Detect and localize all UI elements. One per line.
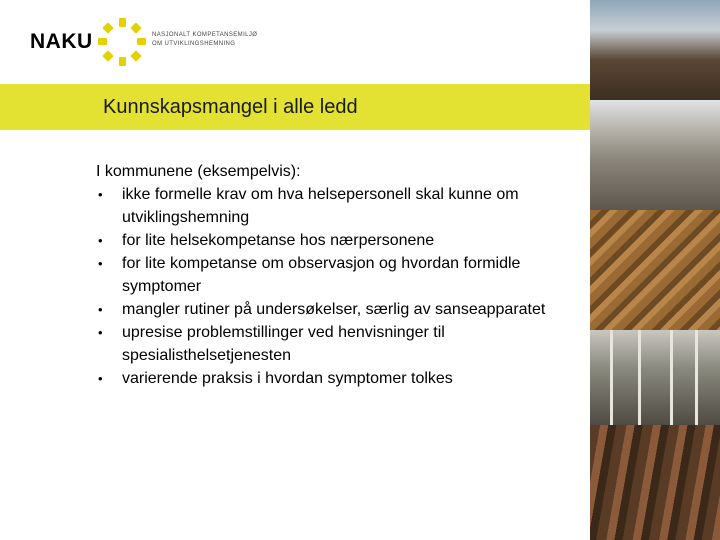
bullet-marker: • bbox=[98, 371, 103, 386]
bullet-list bbox=[96, 183, 566, 390]
bullet-text: ikke formelle krav om hva helsepersonell skal kunne om utviklingshemning bbox=[122, 186, 519, 226]
intro-text: I kommunene (eksempelvis): bbox=[96, 163, 301, 180]
bullet-marker: • bbox=[98, 302, 103, 317]
bullet-text: varierende praksis i hvordan symptomer tolkes bbox=[122, 370, 453, 387]
slide-body bbox=[96, 160, 566, 390]
sun-flower-icon bbox=[96, 16, 148, 68]
naku-logo bbox=[30, 16, 270, 68]
bullet-text: for lite helsekompetanse hos nærpersonene bbox=[122, 232, 435, 249]
logo-subtitle bbox=[152, 31, 257, 49]
bullet-marker: • bbox=[98, 233, 103, 248]
bullet-item bbox=[96, 229, 566, 252]
bullet-marker: • bbox=[98, 187, 103, 202]
bullet-item bbox=[96, 321, 566, 367]
bullet-item bbox=[96, 252, 566, 298]
photo-collage bbox=[590, 0, 720, 540]
bullet-text: mangler rutiner på undersøkelser, særlig av sanseapparatet bbox=[122, 301, 546, 318]
slide-title: Kunnskapsmangel i alle ledd bbox=[103, 96, 358, 118]
photo-wooden-houses bbox=[590, 0, 720, 100]
bullet-item bbox=[96, 367, 566, 390]
logo-wordmark: NAKU bbox=[30, 30, 93, 53]
photo-birch-forest bbox=[590, 330, 720, 425]
bullet-text: for lite kompetanse om observasjon og hvordan formidle symptomer bbox=[122, 255, 521, 295]
bullet-marker: • bbox=[98, 256, 103, 271]
photo-timber-logs bbox=[590, 425, 720, 540]
bullet-text: upresise problemstillinger ved henvisninger til spesialisthelsetjenesten bbox=[122, 324, 445, 364]
title-bar bbox=[0, 84, 590, 130]
bullet-item bbox=[96, 298, 566, 321]
photo-wooden-door bbox=[590, 210, 720, 330]
logo-subtitle-line2: OM UTVIKLINGSHEMNING bbox=[152, 41, 236, 47]
bullet-item bbox=[96, 183, 566, 229]
bullet-marker: • bbox=[98, 325, 103, 340]
photo-stone-wall bbox=[590, 100, 720, 210]
logo-subtitle-line1: NASJONALT KOMPETANSEMILJØ bbox=[152, 32, 258, 38]
